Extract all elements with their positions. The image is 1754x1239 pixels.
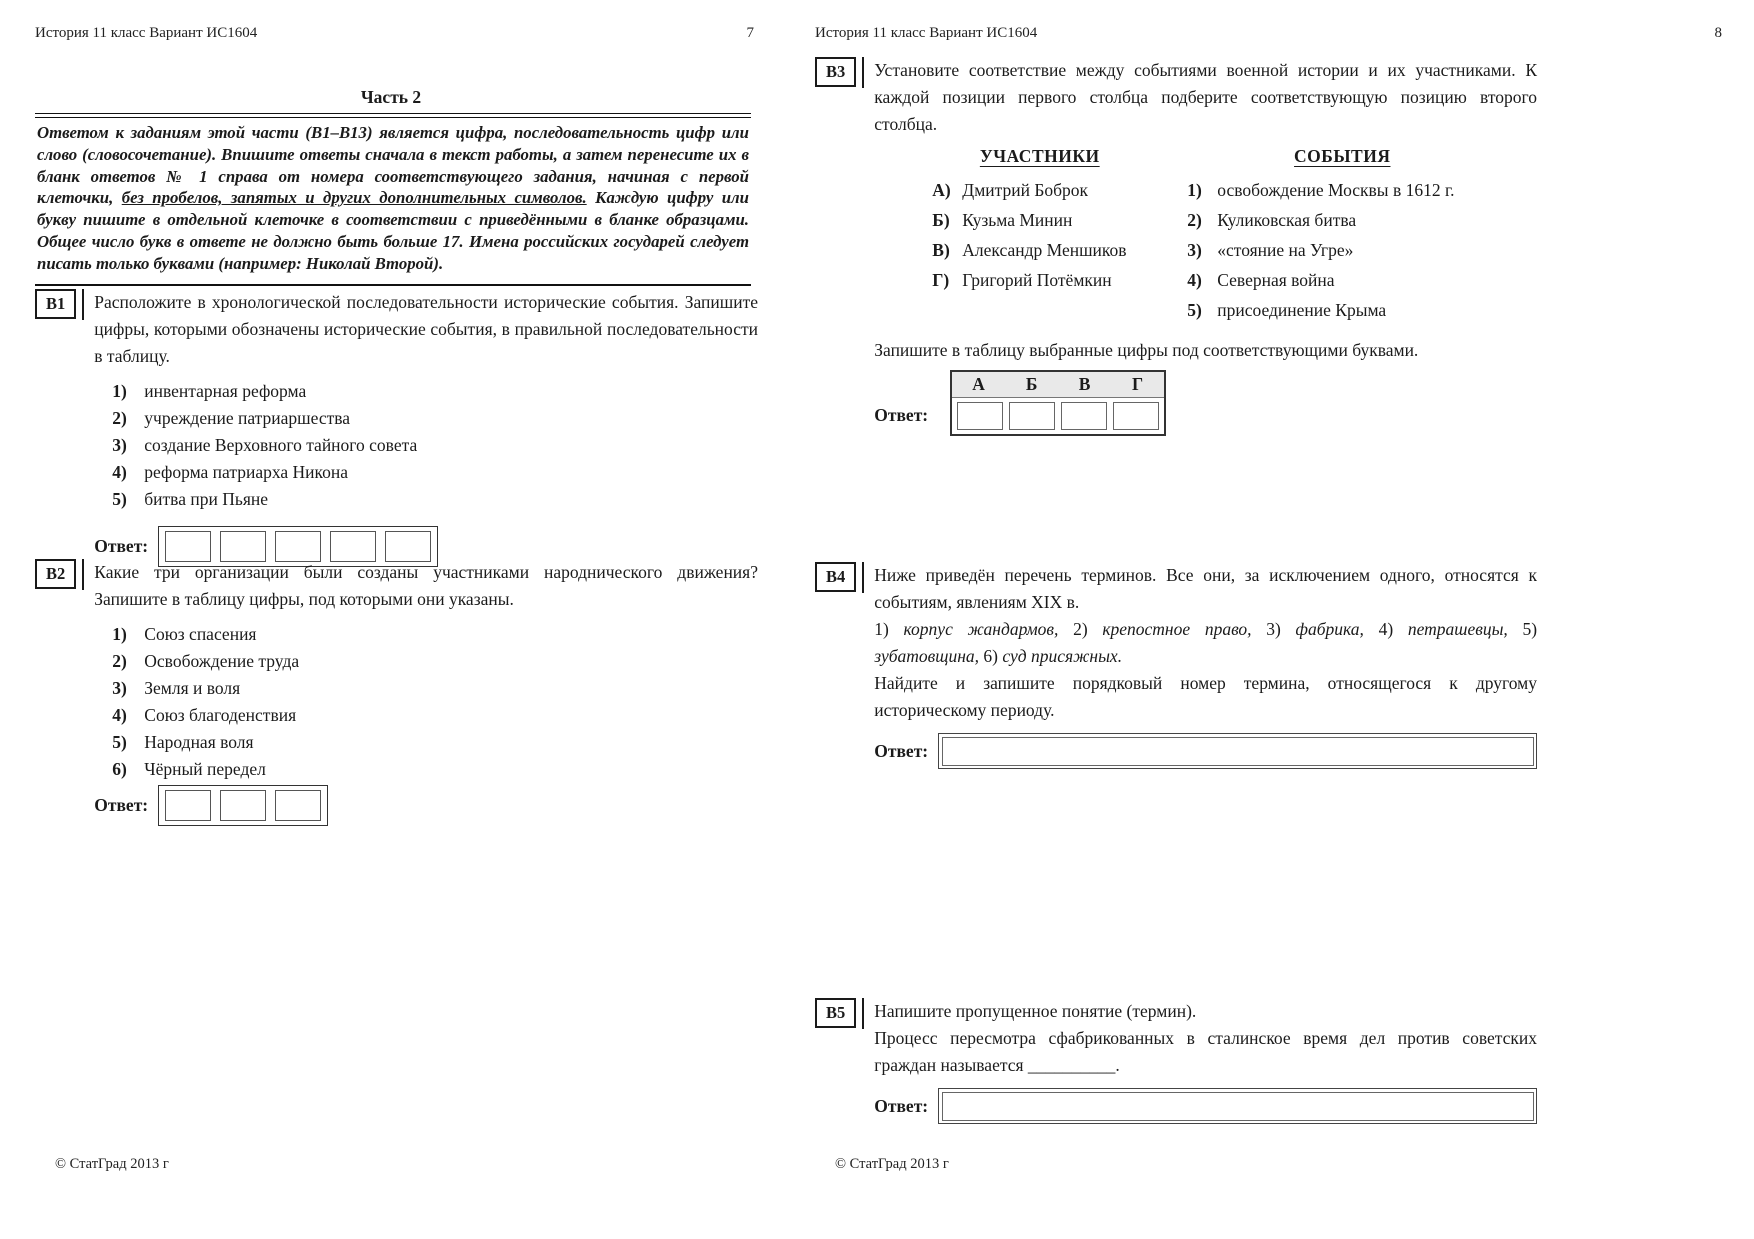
- option-number: 3): [112, 435, 127, 455]
- term-number: 1): [874, 619, 889, 639]
- task-b2-text: Какие три организации были созданы участниками народнического движения? Запишите в таблицу цифры, под которыми они указаны.: [94, 562, 758, 609]
- match-table-cells: [952, 398, 1164, 434]
- task-b3-answer-row: [874, 370, 1537, 436]
- page-number: 8: [1714, 25, 1722, 41]
- answer-label: Ответ:: [874, 1095, 929, 1116]
- item-text: присоединение Крыма: [1217, 300, 1387, 320]
- task-b5-label: В5: [815, 998, 856, 1028]
- option-text: создание Верховного тайного совета: [144, 435, 418, 455]
- answer-box[interactable]: [938, 733, 1537, 769]
- item-letter: А): [932, 180, 951, 200]
- answer-cell[interactable]: [165, 790, 211, 821]
- page-8: [780, 0, 1754, 1239]
- option-text: Земля и воля: [144, 678, 241, 698]
- header-title: История 11 класс Вариант ИС1604: [815, 25, 1038, 41]
- option-text: Народная воля: [144, 732, 254, 752]
- option-item: [112, 756, 758, 783]
- item-number: 3): [1187, 240, 1202, 260]
- item-text: Северная война: [1217, 270, 1335, 290]
- match-col-participants: [932, 143, 1147, 327]
- item-letter: Г): [932, 270, 950, 290]
- option-number: 1): [112, 624, 127, 644]
- term-text: зубатовщина,: [874, 646, 980, 666]
- task-b2: [35, 559, 758, 826]
- answer-cell[interactable]: [275, 790, 321, 821]
- item-number: 1): [1187, 180, 1202, 200]
- answer-label: Ответ:: [94, 795, 149, 815]
- option-text: Чёрный передел: [144, 759, 266, 779]
- task-divider: [862, 562, 864, 593]
- term-text: петрашевцы,: [1407, 619, 1508, 639]
- task-b4-text: Ниже приведён перечень терминов. Все они, за исключением одного, относятся к событиям, явлениям XIX в.: [874, 565, 1537, 612]
- item-text: Григорий Потёмкин: [962, 270, 1112, 290]
- task-divider: [862, 998, 864, 1029]
- option-text: Союз благоденствия: [144, 705, 297, 725]
- task-b2-label: В2: [35, 559, 76, 589]
- task-divider: [862, 57, 864, 88]
- option-item: [112, 378, 758, 405]
- task-divider: [82, 289, 84, 320]
- match-table-header-cell: Г: [1132, 374, 1144, 394]
- task-b1-options: [94, 378, 758, 513]
- option-text: Освобождение труда: [144, 651, 300, 671]
- term-text: корпус жандармов,: [903, 619, 1059, 639]
- option-text: Союз спасения: [144, 624, 257, 644]
- answer-cell[interactable]: [957, 402, 1003, 430]
- term-number: 6): [983, 646, 998, 666]
- answer-box[interactable]: [938, 1088, 1537, 1124]
- term-number: 3): [1266, 619, 1281, 639]
- instructions-underlined: без пробелов, запятых и других дополнительных символов.: [121, 188, 587, 208]
- item-letter: В): [932, 240, 950, 260]
- instructions-part1: Ответом к заданиям этой части (В1–В13) является цифра, последовательность цифр или слово (словосочетание). Впишите ответы сначала в текст работы, а затем перенесите их в бланк ответов № 1 справа от номера соответствующего задания, начиная с первой клеточки,: [37, 123, 749, 208]
- option-item: [112, 432, 758, 459]
- option-number: 2): [112, 651, 127, 671]
- option-text: учреждение патриаршества: [144, 408, 351, 428]
- option-item: [112, 648, 758, 675]
- option-text: инвентарная реформа: [144, 381, 307, 401]
- item-text: Александр Меншиков: [962, 240, 1127, 260]
- part-title: Часть 2: [360, 87, 422, 107]
- option-item: [112, 729, 758, 756]
- item-text: Дмитрий Боброк: [962, 180, 1089, 200]
- task-b5-text: Напишите пропущенное понятие (термин).: [874, 1001, 1197, 1021]
- participant-item: [932, 207, 1147, 234]
- answer-box-inner[interactable]: [942, 737, 1534, 766]
- event-item: [1187, 177, 1497, 204]
- item-number: 2): [1187, 210, 1202, 230]
- option-item: [112, 405, 758, 432]
- event-item: [1187, 207, 1497, 234]
- item-text: Кузьма Минин: [962, 210, 1073, 230]
- term-text: крепостное право,: [1102, 619, 1252, 639]
- task-b2-answer-row: [94, 785, 758, 826]
- answer-cell[interactable]: [1061, 402, 1107, 430]
- option-number: 5): [112, 732, 127, 752]
- option-number: 1): [112, 381, 127, 401]
- term-number: 4): [1378, 619, 1394, 639]
- item-text: «стояние на Угре»: [1217, 240, 1354, 260]
- task-b4: [815, 562, 1537, 769]
- option-number: 6): [112, 759, 127, 779]
- match-col-events: [1187, 143, 1497, 327]
- page-header: [815, 24, 1722, 42]
- page-header: [35, 24, 754, 42]
- item-letter: Б): [932, 210, 950, 230]
- page-7: [0, 0, 780, 1239]
- item-text: освобождение Москвы в 1612 г.: [1217, 180, 1455, 200]
- participant-item: [932, 267, 1147, 294]
- task-b5: [815, 998, 1537, 1124]
- footer-copyright: © СтатГрад 2013 г: [835, 1156, 949, 1172]
- match-table-header-cell: А: [972, 374, 985, 394]
- answer-cell[interactable]: [330, 531, 376, 562]
- answer-cell[interactable]: [1113, 402, 1159, 430]
- footer-copyright: © СтатГрад 2013 г: [55, 1156, 169, 1172]
- participant-item: [932, 237, 1147, 264]
- term-number: 5): [1522, 619, 1538, 639]
- participant-item: [932, 177, 1147, 204]
- answer-cell[interactable]: [220, 531, 266, 562]
- task-b4-text2: Найдите и запишите порядковый номер термина, относящегося к другому историческому периоду.: [874, 673, 1537, 720]
- match-table-header: [952, 372, 1164, 398]
- option-item: [112, 702, 758, 729]
- option-item: [112, 486, 758, 513]
- term-number: 2): [1073, 619, 1088, 639]
- answer-cell[interactable]: [220, 790, 266, 821]
- answer-cell[interactable]: [275, 531, 321, 562]
- item-number: 4): [1187, 270, 1202, 290]
- option-number: 3): [112, 678, 127, 698]
- match-answer-table: [950, 370, 1166, 436]
- option-item: [112, 621, 758, 648]
- participants-header: УЧАСТНИКИ: [979, 146, 1100, 166]
- option-item: [112, 675, 758, 702]
- task-b4-label: В4: [815, 562, 856, 592]
- answer-cell[interactable]: [1009, 402, 1055, 430]
- option-text: битва при Пьяне: [144, 489, 269, 509]
- option-text: реформа патриарха Никона: [144, 462, 349, 482]
- option-item: [112, 459, 758, 486]
- task-b3-note: Запишите в таблицу выбранные цифры под соответствующими буквами.: [874, 340, 1419, 360]
- header-title: История 11 класс Вариант ИС1604: [35, 25, 258, 41]
- answer-box-inner[interactable]: [942, 1092, 1534, 1121]
- instructions-block: [35, 113, 751, 286]
- task-b5-answer-row: [874, 1088, 1537, 1124]
- term-text: фабрика,: [1295, 619, 1364, 639]
- match-table-header-cell: Б: [1025, 374, 1038, 394]
- task-b5-text2: Процесс пересмотра сфабрикованных в сталинское время дел против советских граждан называется __________.: [874, 1028, 1537, 1075]
- task-b4-terms: [874, 616, 1537, 670]
- answer-label: Ответ:: [874, 740, 929, 761]
- answer-cell[interactable]: [165, 531, 211, 562]
- task-b2-options: [94, 621, 758, 783]
- task-b1-text: Расположите в хронологической последовательности исторические события. Запишите цифры, которыми обозначены исторические события, в правильной последовательности в таблицу.: [94, 292, 758, 366]
- option-number: 2): [112, 408, 127, 428]
- task-divider: [82, 559, 84, 590]
- answer-cell[interactable]: [385, 531, 431, 562]
- task-b3: [815, 57, 1537, 436]
- events-header: СОБЫТИЯ: [1294, 146, 1391, 166]
- event-item: [1187, 237, 1497, 264]
- item-text: Куликовская битва: [1217, 210, 1357, 230]
- term-text: суд присяжных.: [1002, 646, 1123, 666]
- event-item: [1187, 267, 1497, 294]
- task-b4-answer-row: [874, 733, 1537, 769]
- option-number: 4): [112, 462, 127, 482]
- match-columns: [874, 143, 1537, 327]
- event-item: [1187, 297, 1497, 324]
- task-b1-label: В1: [35, 289, 76, 319]
- answer-label: Ответ:: [94, 536, 149, 556]
- answer-label: Ответ:: [874, 405, 929, 425]
- item-number: 5): [1187, 300, 1202, 320]
- option-number: 4): [112, 705, 127, 725]
- page-number: 7: [746, 25, 754, 41]
- instructions-part2: Каждую цифру или букву пишите в отдельной клеточке в соответствии с приведёнными в бланке образцами. Общее число букв в ответе не должно быть больше 17. Имена российских государей следует писать только буквами (например: Николай Второй).: [37, 188, 749, 273]
- task-b1: [35, 289, 758, 567]
- option-number: 5): [112, 489, 127, 509]
- task-b3-label: В3: [815, 57, 856, 87]
- task-b3-text: Установите соответствие между событиями военной истории и их участниками. К каждой позиции первого столбца подберите соответствующую позицию второго столбца.: [874, 60, 1537, 134]
- answer-strip: [158, 785, 328, 826]
- match-table-header-cell: В: [1078, 374, 1091, 394]
